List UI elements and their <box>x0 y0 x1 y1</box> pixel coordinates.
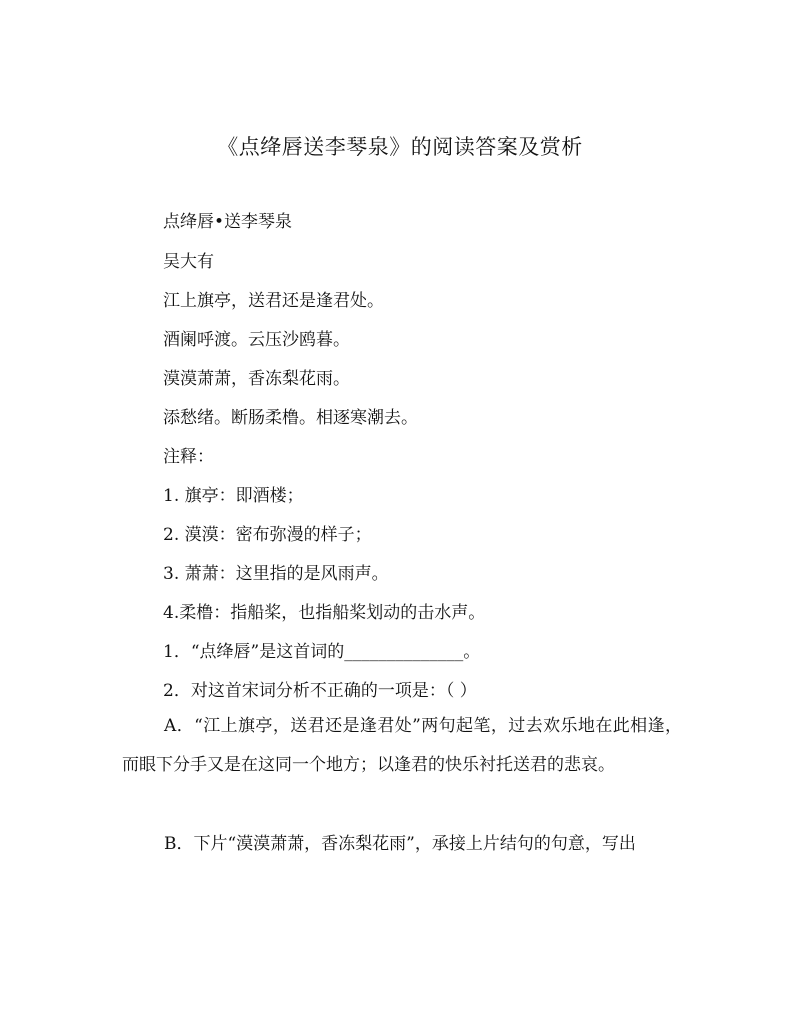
poem-author: 吴大有 <box>163 252 214 272</box>
document-title: 《点绛唇送李琴泉》的阅读答案及赏析 <box>217 135 583 159</box>
poem-line: 酒阑呼渡。云压沙鸥暮。 <box>163 330 350 350</box>
option-b: B．下片“漠漠萧萧，香冻梨花雨”，承接上片结句的句意，写出 <box>164 834 636 854</box>
poem-line: 漠漠萧萧，香冻梨花雨。 <box>163 369 350 389</box>
poem-line: 添愁绪。断肠柔橹。相逐寒潮去。 <box>163 408 418 428</box>
question-1: 1．“点绛唇”是这首词的______________。 <box>163 642 481 662</box>
poem-title: 点绛唇•送李琴泉 <box>163 212 293 232</box>
poem-line: 江上旗亭，送君还是逢君处。 <box>163 291 384 311</box>
question-2: 2．对这首宋词分析不正确的一项是：（ ） <box>163 681 477 701</box>
note-item: 2. 漠漠：密布弥漫的样子； <box>163 525 372 545</box>
note-item: 3. 萧萧：这里指的是风雨声。 <box>163 564 389 584</box>
notes-heading: 注释： <box>163 447 214 467</box>
note-item: 1. 旗亭：即酒楼； <box>163 486 304 506</box>
note-item: 4.柔橹：指船桨，也指船桨划动的击水声。 <box>163 603 486 623</box>
option-a: A．“江上旗亭，送君还是逢君处”两句起笔，过去欢乐地在此相逢，而眼下分手又是在这同一个地方；以逢君的快乐衬托送君的悲哀。 <box>122 716 682 775</box>
